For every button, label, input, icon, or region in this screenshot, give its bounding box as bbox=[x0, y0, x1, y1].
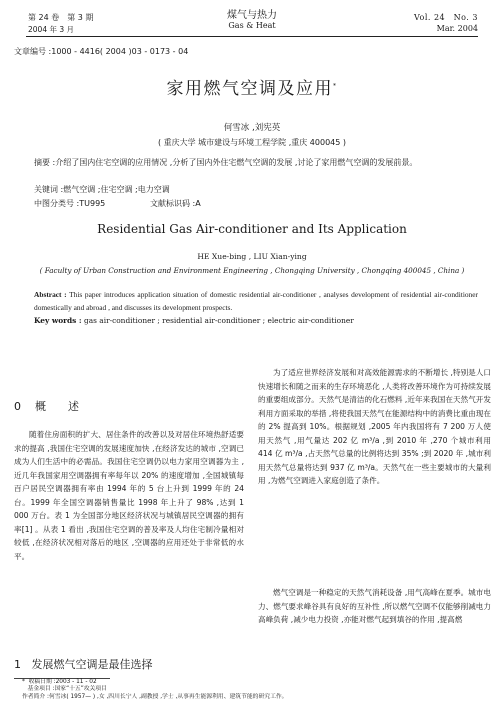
header-date-en: Mar. 2004 bbox=[436, 24, 478, 33]
section-0-title: 概 述 bbox=[35, 400, 79, 413]
header-volume: 第 24 卷 第 3 期 bbox=[28, 13, 94, 22]
abstract-en-text: This paper introduces application situation of domestic residential air-conditioner , analyses development of residential air-conditioner domestically and abroad , and discusses its development prospects. bbox=[34, 290, 478, 312]
keywords-en-label: Key words : bbox=[34, 316, 82, 325]
keywords-cn bbox=[34, 184, 170, 195]
header-volume-en: Vol. 24 No. 3 bbox=[413, 13, 478, 22]
header-journal-title: 煤气与热力 bbox=[227, 10, 277, 21]
document-code: 文献标识码 :A bbox=[150, 199, 201, 208]
abstract-cn bbox=[34, 156, 478, 169]
footnote bbox=[22, 679, 287, 701]
title-footnote-mark: * bbox=[333, 82, 338, 90]
abstract-en bbox=[34, 289, 478, 314]
abstract-cn-label: 摘要 : bbox=[34, 158, 56, 167]
title-cn-text: 家用燃气空调及应用 bbox=[166, 79, 333, 99]
article-id: 文章编号 :1000 - 4416( 2004 )03 - 0173 - 04 bbox=[14, 47, 189, 56]
section-0-paragraph: 随着住房面积的扩大、居住条件的改善以及对居住环境热舒适要求的提高 ,我国住宅空调的发展速度加快 ,在经济发达的城市 ,空调已成为人们生活中的必需品。我国住宅空调仍以电力家用空调器为主 ,近几年我国家用空调器拥有率每年以 20% 的速度增加 ,全国城镇每百户居民空调器拥有率由 1994 年的 5 台上升到 1999 年的 24 台。1999 年全国空调器销售量比 1998 年上升了 98% ,达到 1 000 万台。表 1 为全国部分地区经济状况与城镇居民空调器的拥有率[1] 。从表 1 看出 ,我国住宅空调的普及率及人均住宅制冷量相对较低 ,在经济状况相对落后的地区 ,空调器的应用还处于非常低的水平。 bbox=[14, 430, 244, 561]
keywords-en-text: gas air-conditioner ; residential air-conditioner ; electric air-conditioner bbox=[84, 316, 354, 325]
authors-cn: 何雪冰 ,刘宪英 bbox=[223, 123, 281, 133]
footnote-mark: * bbox=[22, 679, 25, 685]
title-cn bbox=[0, 74, 504, 99]
footnote-received: 收稿日期 :2003 - 11 - 02 bbox=[28, 679, 97, 685]
section-1-title: 发展燃气空调是最佳选择 bbox=[31, 658, 153, 671]
right-column-paragraph-2: 燃气空调是一种稳定的天然气消耗设备 ,用气高峰在夏季。城市电力、燃气要求峰谷具有良好的互补性 ,所以燃气空调不仅能够削减电力高峰负荷 ,减少电力投资 ,亦能对燃气起到填谷的作用 ,提高燃 bbox=[258, 588, 491, 625]
keywords-cn-text: 燃气空调 ;住宅空调 ;电力空调 bbox=[63, 185, 170, 194]
clc-number: 中图分类号 :TU995 bbox=[34, 199, 106, 208]
affiliation-cn: ( 重庆大学 城市建设与环境工程学院 ,重庆 400045 ) bbox=[157, 138, 347, 147]
section-1-number: 1 bbox=[14, 658, 21, 671]
keywords-cn-label: 关键词 : bbox=[34, 185, 64, 194]
header-date: 2004 年 3 月 bbox=[28, 25, 75, 34]
header-journal-title-en: Gas & Heat bbox=[228, 21, 276, 30]
footnote-bio: 作者简介 :何雪冰( 1957— ) ,女 ,四川长宁人 ,副教授 ,学士 ,从事再生能源利用、建筑节能的研究工作。 bbox=[22, 693, 288, 700]
title-en: Residential Gas Air-conditioner and Its Application bbox=[97, 222, 407, 236]
header-rule bbox=[26, 36, 478, 37]
section-0-heading bbox=[14, 398, 79, 414]
section-0-number: 0 bbox=[14, 400, 21, 413]
right-column-paragraph-1: 为了适应世界经济发展和对高效能源需求的不断增长 ,特别是人口快速增长和随之而来的生存环境恶化 ,人类将改善环境作为可持续发展的重要组成部分。天然气是清洁的化石燃料 ,近年来我国在天然气开发利用方面采取的举措 ,将使我国天然气在能源结构中的消费比重由现在的 2% 提高到 10%。根据规划 ,2005 年内我国将有 7 200 万人使用天然气 ,用气量达 202 亿 m³/a ,到 2010 年 ,270 个城市利用 414 亿 m³/a ,占天然气总量的比例将达到 35% ;到 2020 年 ,城市利用天然气总量将达到 937 亿 m³/a。天然气在一些主要城市的大量利用 ,为燃气空调进入家庭创造了条件。 bbox=[258, 368, 491, 486]
footnote-fund: 基金项目 :国家“十五”攻关项目 bbox=[27, 686, 107, 693]
authors-en: HE Xue-bing , LIU Xian-ying bbox=[197, 252, 307, 261]
section-1-heading bbox=[14, 656, 153, 672]
abstract-cn-text: 介绍了国内住宅空调的应用情况 ,分析了国内外住宅燃气空调的发展 ,讨论了家用燃气空调的发展前景。 bbox=[55, 158, 418, 167]
keywords-en bbox=[34, 316, 354, 325]
abstract-en-label: Abstract : bbox=[34, 290, 67, 299]
affiliation-en: ( Faculty of Urban Construction and Environment Engineering , Chongqing University , Chongqing 400045 , China ) bbox=[39, 266, 465, 275]
